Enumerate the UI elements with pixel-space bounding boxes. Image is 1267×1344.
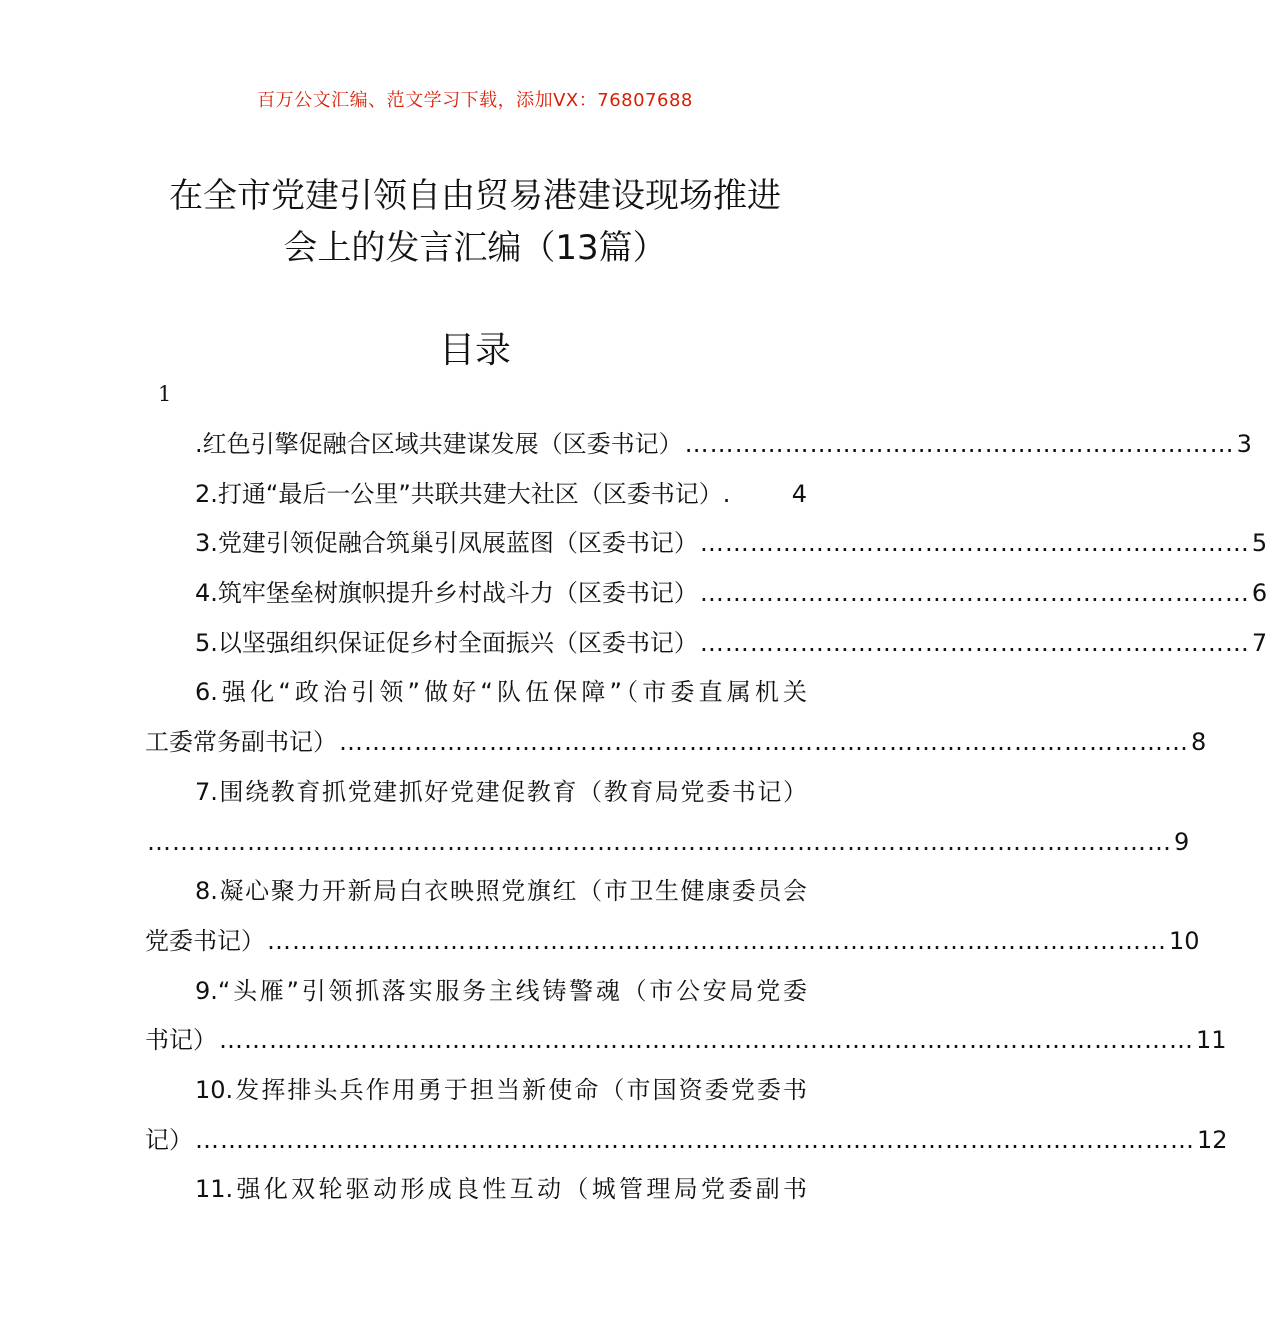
toc-entry-text: 8.凝心聚力开新局白衣映照党旗红（市卫生健康委员会 [195,877,807,906]
toc-entry-text: 3.党建引领促融合筑巢引凤展蓝图（区委书记） [195,529,698,558]
toc-entry-continuation[interactable] [145,1016,1227,1066]
toc-entry[interactable] [145,519,1267,569]
dot-leader: ………………………………………………………… [699,628,1250,657]
toc-page-number: 5 [1251,529,1267,558]
dot-leader: ………………………………………………………… [699,529,1250,558]
toc-entry-text: 书记） [145,1026,217,1055]
toc-entry-text: 9.“头雁”引领抓落实服务主线铸警魂（市公安局党委 [195,976,807,1005]
toc-entry-text: 记） [145,1125,193,1154]
toc-entry-text: 6.强化“政治引领”做好“队伍保障”（市委直属机关 [195,678,807,707]
toc-page-number: 7 [1251,628,1267,657]
toc-entry-text: 10.发挥排头兵作用勇于担当新使命（市国资委党委书 [195,1075,807,1104]
toc-page-number: 12 [1197,1125,1228,1154]
toc-entry[interactable] [145,420,1252,470]
toc-page-number: 11 [1196,1026,1227,1055]
title-line-2: 会上的发言汇编（13篇） [283,228,667,268]
toc-entry[interactable] [145,569,1267,619]
toc-entry-continuation[interactable] [145,818,1190,868]
toc-entry-first-line[interactable] [145,1066,807,1116]
toc-entry-first-line[interactable] [145,967,807,1017]
dot-leader: ………………………………………………………………………………………… [339,728,1189,757]
toc-entry-text: 2.打通“最后一公里”共联共建大社区（区委书记）. [195,479,731,508]
toc-page-number: 9 [1174,827,1190,856]
toc-entry-text: .红色引擎促融合区域共建谋发展（区委书记） [195,430,683,458]
table-of-contents [145,420,1267,1215]
title-line-1: 在全市党建引领自由贸易港建设现场推进 [169,176,781,216]
toc-entry[interactable] [145,470,807,520]
toc-entry-text: 工委常务副书记） [145,728,337,757]
stray-number: 1 [158,382,172,406]
dot-leader: ………………………………………………………… [684,430,1235,458]
dot-leader: ………………………………………………………… [699,579,1250,608]
toc-entry-text: 4.筑牢堡垒树旗帜提升乡村战斗力（区委书记） [195,579,698,608]
toc-page-number: 6 [1251,579,1267,608]
toc-page-number: 3 [1236,430,1252,458]
toc-entry-text: 11.强化双轮驱动形成良性互动（城管理局党委副书 [195,1175,807,1204]
toc-entry-continuation[interactable] [145,1116,1228,1166]
toc-entry-text: 党委书记） [145,926,265,955]
toc-entry-first-line[interactable] [145,1165,807,1215]
toc-entry-continuation[interactable] [145,718,1207,768]
toc-page-number: 10 [1169,926,1200,955]
toc-entry-text: 7.围绕教育抓党建抓好党建促教育（教育局党委书记） [195,777,807,806]
toc-entry-text: 5.以坚强组织保证促乡村全面振兴（区委书记） [195,628,698,657]
toc-entry-first-line[interactable] [145,768,807,818]
dot-leader: …………………………………………………………………………………………………………… [147,827,1172,856]
dot-leader: ……………………………………………………………………………………………………… [219,1026,1194,1055]
dot-leader: ……………………………………………………………………………………………… [267,926,1167,955]
toc-heading: 目录 [438,330,511,371]
toc-page-number: 8 [1191,728,1207,757]
dot-leader: ………………………………………………………………………………………………………… [195,1125,1195,1154]
toc-page-number: 4 [791,479,807,508]
document-title [100,170,850,274]
header-watermark-note: 百万公文汇编、范文学习下载，添加VX：76807688 [257,90,693,111]
toc-entry-continuation[interactable] [145,917,1200,967]
toc-entry-first-line[interactable] [145,867,807,917]
toc-entry-first-line[interactable] [145,668,807,718]
toc-entry[interactable] [145,619,1267,669]
